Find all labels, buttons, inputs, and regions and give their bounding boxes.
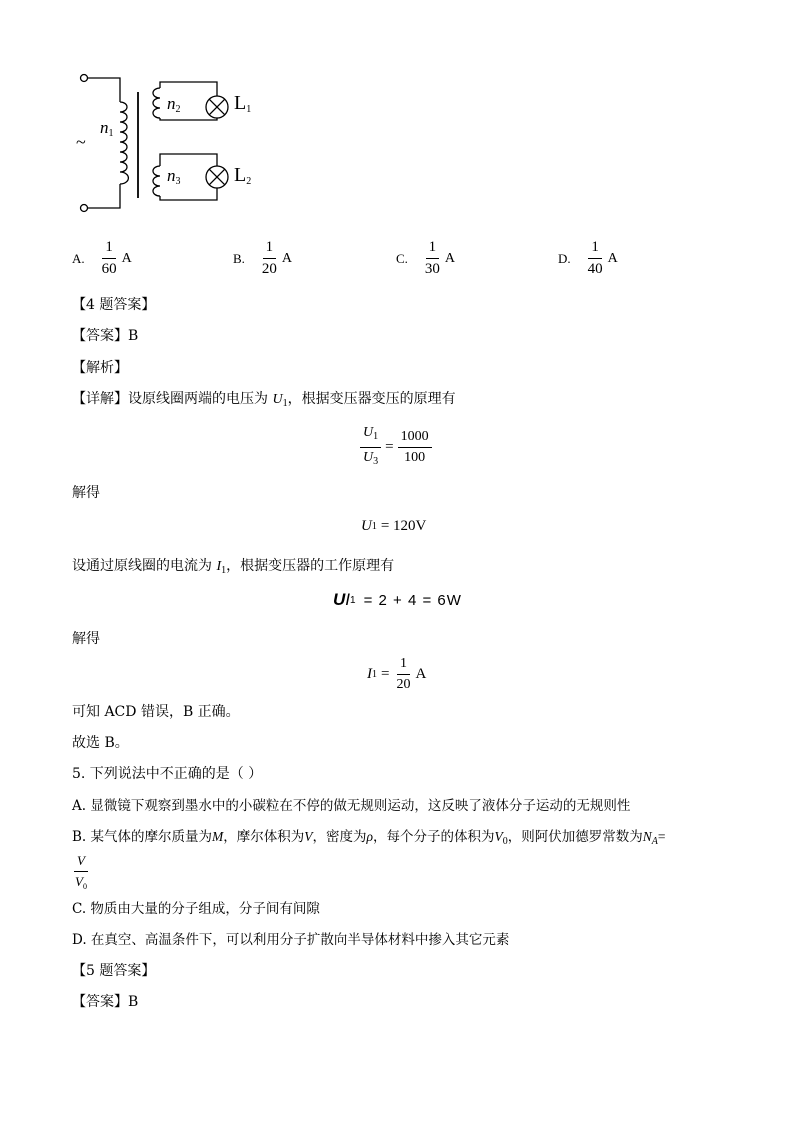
- q4-equation-voltage-ratio: $\frac{U_1}{U_3}$ = $\frac{1000}{100}$: [360, 424, 432, 471]
- turns-ratio-fraction: [398, 428, 432, 467]
- eq1-num-var: U: [363, 425, 374, 440]
- q4-conclusion: 可知 ACD 错误，B 正确。: [72, 704, 240, 720]
- eq3-u: U: [333, 590, 346, 609]
- eq4-sub: 1: [372, 669, 377, 680]
- secondary-coil-3: [153, 166, 160, 196]
- q5-b-molecule-volume-var: V: [494, 829, 503, 844]
- transformer-circuit-diagram: [60, 62, 280, 222]
- fraction-numerator: 1: [397, 655, 410, 675]
- q5-b-molar-volume-var: V: [304, 829, 313, 844]
- option-fraction: [259, 238, 280, 279]
- option-unit: A: [281, 250, 293, 266]
- q4-answer: 【答案】B: [72, 328, 139, 344]
- q4-equation-power: [333, 590, 462, 610]
- eq4-unit: A: [415, 666, 427, 682]
- fraction-numerator: 1: [102, 238, 116, 259]
- q5-option-d: D. 在真空、高温条件下，可以利用分子扩散向半导体材料中掺入其它元素: [72, 932, 510, 948]
- option-a: [72, 238, 132, 279]
- q4-current-var: I: [216, 559, 222, 574]
- fraction-numerator: 1: [263, 238, 277, 259]
- q5-b-fraction: [72, 852, 90, 896]
- fraction-numerator: 1: [426, 238, 440, 259]
- eq4-var: I: [367, 666, 372, 682]
- coil2-turns-label: [167, 94, 181, 115]
- q5-b-text-2: ，摩尔体积为: [223, 829, 305, 845]
- fraction-denominator: 100: [404, 450, 426, 465]
- fraction-numerator: [360, 424, 381, 448]
- option-letter: B.: [233, 250, 245, 266]
- q4-answer-header: 【4 题答案】: [72, 297, 156, 313]
- q5-b-molar-mass-var: M: [212, 829, 224, 844]
- eq3-rhs: = 2 + 4 = 6W: [363, 591, 462, 609]
- q5-option-b: [72, 828, 666, 851]
- lamp1-label: [234, 92, 251, 115]
- q4-detail-line: [72, 390, 456, 413]
- eq3-sub: 1: [350, 594, 356, 606]
- eq1-den-sub: 3: [373, 456, 379, 467]
- option-unit: A: [444, 250, 456, 266]
- option-fraction: [422, 238, 443, 279]
- option-letter: D.: [558, 250, 571, 266]
- option-c: [396, 238, 455, 279]
- q4-detail-var: U: [272, 392, 283, 407]
- lamp2-label-letter: L: [234, 164, 247, 186]
- q4-equation-current-result: I 1 = $\frac{1}{20}$ A: [367, 656, 427, 692]
- option-fraction: [585, 238, 606, 279]
- q5-answer: 【答案】B: [72, 994, 139, 1010]
- q5-b-text-5: ，则阿伏加德罗常数为: [507, 829, 643, 845]
- terminal-top: [81, 75, 88, 82]
- fraction-denominator: [72, 872, 90, 896]
- primary-turns-sub: 1: [108, 128, 114, 139]
- lamp2-label: [234, 164, 251, 187]
- option-fraction: [99, 238, 120, 279]
- eq1-num-sub: 1: [373, 431, 379, 442]
- fraction-numerator: 1000: [398, 428, 432, 448]
- q5-b-text-3: ，密度为: [312, 829, 367, 845]
- option-letter: C.: [396, 250, 408, 266]
- q4-analysis-header: 【解析】: [72, 360, 128, 376]
- terminal-bottom: [81, 205, 88, 212]
- q5-answer-header: 【5 题答案】: [72, 963, 156, 979]
- eq3-i: I: [345, 590, 351, 609]
- q5-b-avogadro-var: N: [642, 829, 652, 844]
- lamp2-label-sub: 2: [246, 176, 252, 187]
- fraction-denominator: 30: [424, 261, 440, 277]
- primary-turns-var: n: [100, 118, 109, 137]
- q4-equation-voltage-result: [361, 518, 426, 535]
- lamp1-label-sub: 1: [246, 104, 252, 115]
- q4-current-line: [72, 557, 394, 580]
- q4-detail-suffix: ，根据变压器变压的原理有: [287, 391, 456, 407]
- q5-option-c: C. 物质由大量的分子组成，分子间有间隙: [72, 901, 320, 917]
- q5-b-molecule-volume-sub: 0: [502, 836, 508, 847]
- eq1-den-var: U: [363, 450, 374, 465]
- fraction-denominator: 60: [101, 261, 117, 277]
- eq2-var: U: [361, 518, 372, 534]
- primary-turns-label: [100, 118, 114, 139]
- q4-choice: 故选 B。: [72, 735, 129, 751]
- q4-current-sub: 1: [221, 565, 227, 576]
- q5-question: 5. 下列说法中不正确的是（ ）: [72, 766, 263, 782]
- option-unit: A: [607, 250, 618, 266]
- secondary-coil-2: [153, 88, 160, 118]
- q5-b-density-var: ρ: [366, 829, 373, 844]
- ac-source-symbol: ~: [76, 132, 86, 152]
- option-letter: A.: [72, 250, 85, 266]
- coil3-turns-label: [167, 166, 181, 187]
- fraction-denominator: 20: [261, 261, 277, 277]
- current-fraction: [393, 655, 413, 694]
- fraction-denominator: [360, 448, 381, 471]
- fraction-denominator: 20: [396, 677, 411, 692]
- q5-b-avogadro-sub: A: [651, 836, 658, 847]
- q4-current-suffix: ，根据变压器的工作原理有: [226, 558, 395, 574]
- q5-b-text-1: B. 某气体的摩尔质量为: [72, 829, 213, 845]
- q4-detail-prefix: 【详解】设原线圈两端的电压为: [72, 391, 273, 407]
- voltage-ratio-fraction: [360, 424, 381, 471]
- primary-coil: [120, 102, 128, 184]
- fraction-numerator: V: [74, 852, 88, 872]
- fraction-numerator: 1: [588, 238, 602, 259]
- coil2-turns-sub: 2: [175, 104, 181, 115]
- eq2-sub: 1: [371, 521, 377, 532]
- q5-b-frac-den-sub: 0: [82, 882, 87, 891]
- coil3-turns-var: n: [167, 166, 176, 185]
- q5-b-text-4: ，每个分子的体积为: [373, 829, 495, 845]
- fraction-denominator: 40: [587, 261, 603, 277]
- q4-current-prefix: 设通过原线圈的电流为: [72, 558, 217, 574]
- option-b: [233, 238, 292, 279]
- coil3-turns-sub: 3: [175, 176, 181, 187]
- q4-solve-1: 解得: [72, 485, 100, 501]
- q5-b-equals: =: [657, 829, 666, 844]
- q5-option-a: A. 显微镜下观察到墨水中的小碳粒在不停的做无规则运动，这反映了液体分子运动的无规则性: [72, 798, 631, 814]
- q5-b-frac-den-var: V: [75, 874, 83, 889]
- coil2-turns-var: n: [167, 94, 176, 113]
- option-unit: A: [121, 250, 132, 266]
- q4-solve-2: 解得: [72, 631, 100, 647]
- option-d: [558, 238, 618, 279]
- lamp1-label-letter: L: [234, 92, 247, 114]
- eq2-rhs: = 120V: [380, 518, 427, 534]
- q4-detail-sub: 1: [282, 398, 288, 409]
